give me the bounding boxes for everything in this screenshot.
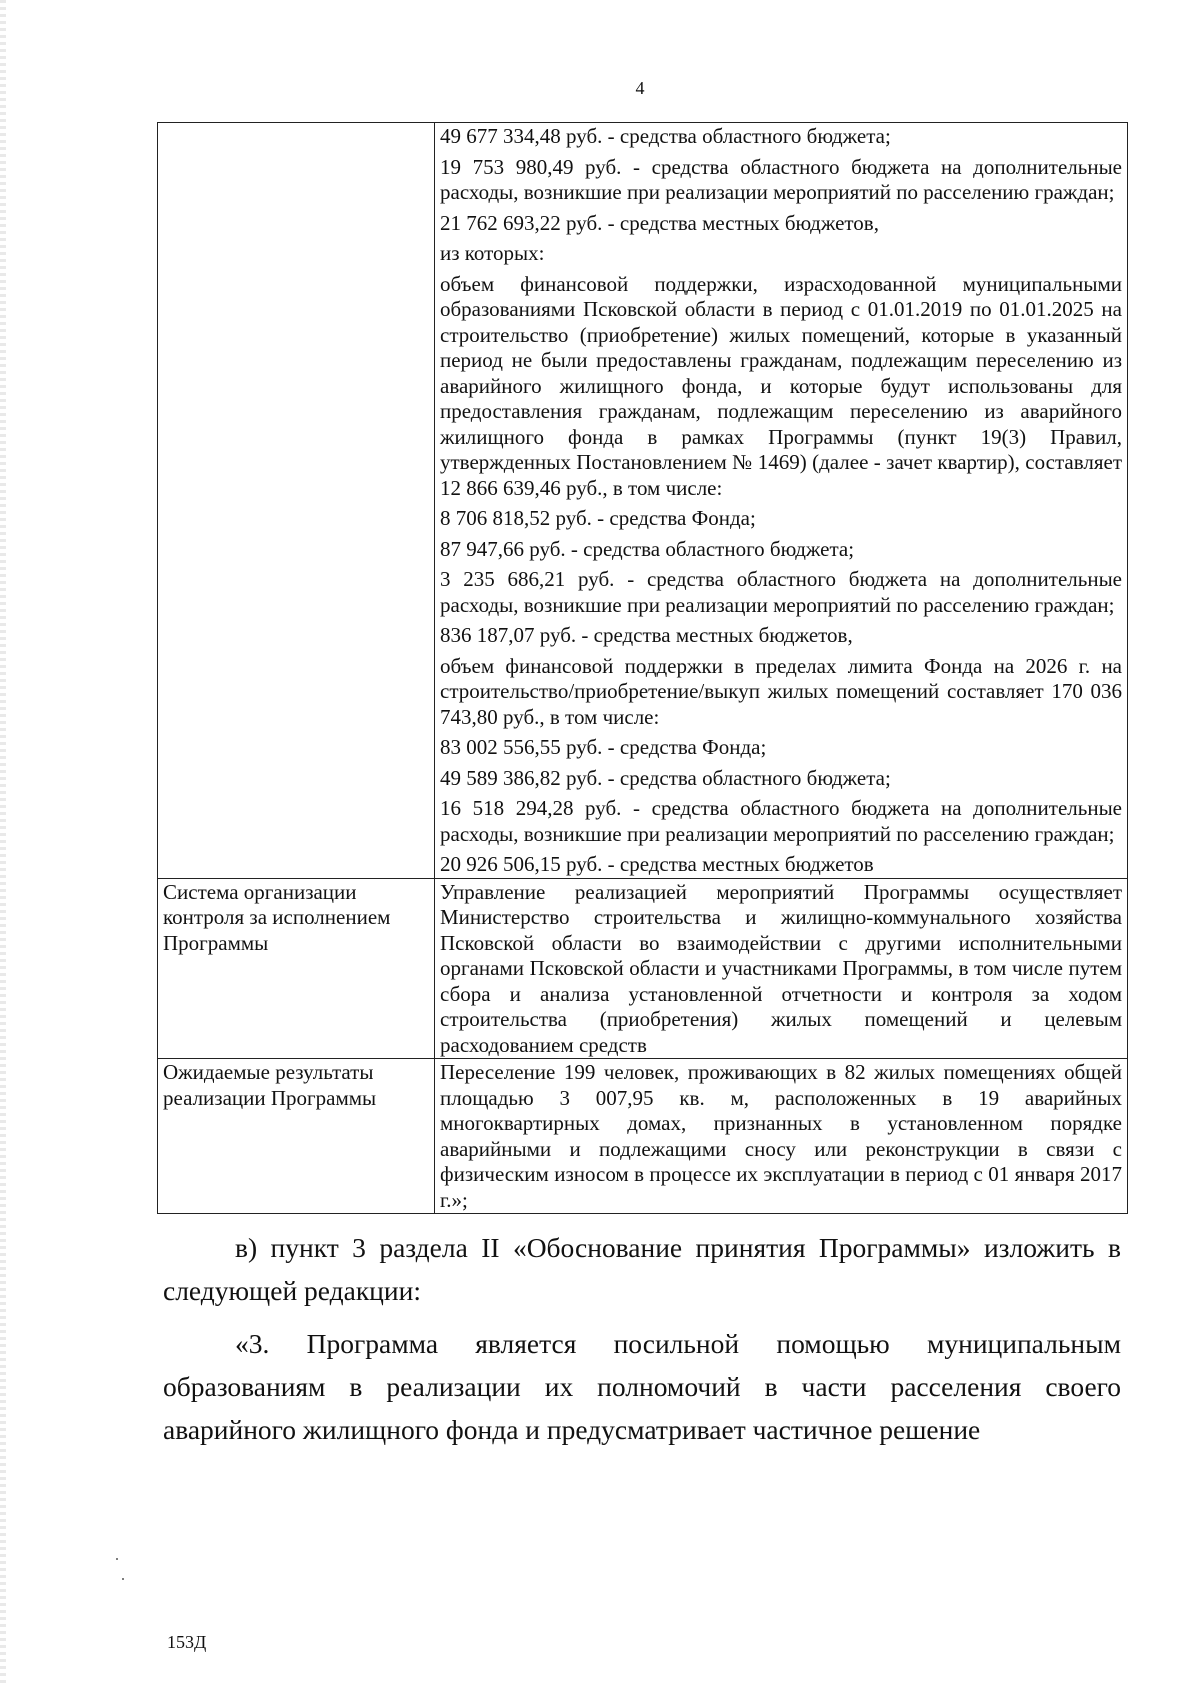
scan-dot bbox=[116, 1558, 118, 1560]
cell-paragraph: 19 753 980,49 руб. - средства областного бюджета на дополнительные расходы, возникшие при реализации мероприятий по расселению граждан; bbox=[440, 154, 1122, 204]
program-passport-table bbox=[157, 122, 1128, 1214]
page-number: 4 bbox=[635, 78, 645, 98]
document-code: 153Д bbox=[167, 1632, 207, 1652]
row-content-cell bbox=[435, 878, 1128, 1059]
cell-paragraph: 21 762 693,22 руб. - средства местных бюджетов, bbox=[440, 210, 879, 235]
paragraph-program-statement: «3. Программа является посильной помощью муниципальным образованиям в реализации их полномочий в части расселения своего аварийного жилищного фонда и предусматривает частичное решение bbox=[163, 1328, 1121, 1445]
cell-paragraph: 49 677 334,48 руб. - средства областного бюджета; bbox=[440, 124, 891, 148]
row-label-cell: Ожидаемые результаты реализации Программы bbox=[158, 1059, 435, 1214]
cell-paragraph: объем финансовой поддержки в пределах лимита Фонда на 2026 г. на строительство/приобретение/выкуп жилых помещений составляет 170 036 743,80 руб., в том числе: bbox=[440, 653, 1122, 729]
table-row bbox=[158, 1059, 1128, 1214]
cell-paragraph: 8 706 818,52 руб. - средства Фонда; bbox=[440, 506, 756, 530]
row-content-cell bbox=[435, 1059, 1128, 1214]
row-content-cell bbox=[435, 123, 1128, 879]
cell-paragraph: из которых: bbox=[440, 241, 545, 265]
paragraph-amendment: в) пункт 3 раздела II «Обоснование принятия Программы» изложить в следующей редакции: bbox=[163, 1232, 1121, 1306]
cell-paragraph: Управление реализацией мероприятий Программы осуществляет Министерство строительства и жилищно-коммунального хозяйства Псковской области во взаимодействии с другими исполнительными органами Псковской области и участниками Программы, в том числе путем сбора и анализа установленной отчетности и контроля за ходом строительства (приобретения) жилых помещений и целевым расходованием средств bbox=[440, 879, 1122, 1057]
table-body bbox=[158, 123, 1128, 1214]
cell-paragraph: объем финансовой поддержки, израсходованной муниципальными образованиями Псковской области в период с 01.01.2019 по 01.01.2025 на строительство (приобретение) жилых помещений, которые в указанный период не были предоставлены гражданам, подлежащим переселению из аварийного жилищного фонда, и которые будут использованы для предоставления гражданам, подлежащим переселению из аварийного жилищного фонда в рамках Программы (пункт 19(3) Правил, утвержденных Постановлением № 1469) (далее - зачет квартир), составляет 12 866 639,46 руб., в том числе: bbox=[440, 271, 1122, 500]
cell-paragraph: 20 926 506,15 руб. - средства местных бюджетов bbox=[440, 852, 874, 876]
table-row bbox=[158, 123, 1128, 879]
cell-paragraph: 836 187,07 руб. - средства местных бюджетов, bbox=[440, 623, 853, 647]
cell-paragraph: 83 002 556,55 руб. - средства Фонда; bbox=[440, 735, 767, 759]
scan-edge bbox=[0, 0, 6, 1686]
cell-paragraph: 3 235 686,21 руб. - средства областного бюджета на дополнительные расходы, возникшие при реализации мероприятий по расселению граждан; bbox=[440, 567, 1122, 617]
scan-dot bbox=[122, 1578, 124, 1580]
row-label-cell: Система организации контроля за исполнением Программы bbox=[158, 878, 435, 1059]
table-row bbox=[158, 878, 1128, 1059]
cell-paragraph: 49 589 386,82 руб. - средства областного бюджета; bbox=[440, 765, 891, 790]
row-label-cell bbox=[158, 123, 435, 879]
cell-paragraph: Переселение 199 человек, проживающих в 82 жилых помещениях общей площадью 3 007,95 кв. м, расположенных в 19 аварийных многоквартирных домах, признанных в установленном порядке аварийными и подлежащими сносу или реконструкции в связи с физическим износом в процессе их эксплуатации в период с 01 января 2017 г.»; bbox=[440, 1060, 1122, 1212]
body-text bbox=[163, 1226, 1121, 1451]
cell-paragraph: 16 518 294,28 руб. - средства областного бюджета на дополнительные расходы, возникшие при реализации мероприятий по расселению граждан; bbox=[440, 796, 1122, 846]
cell-paragraph: 87 947,66 руб. - средства областного бюджета; bbox=[440, 536, 855, 561]
